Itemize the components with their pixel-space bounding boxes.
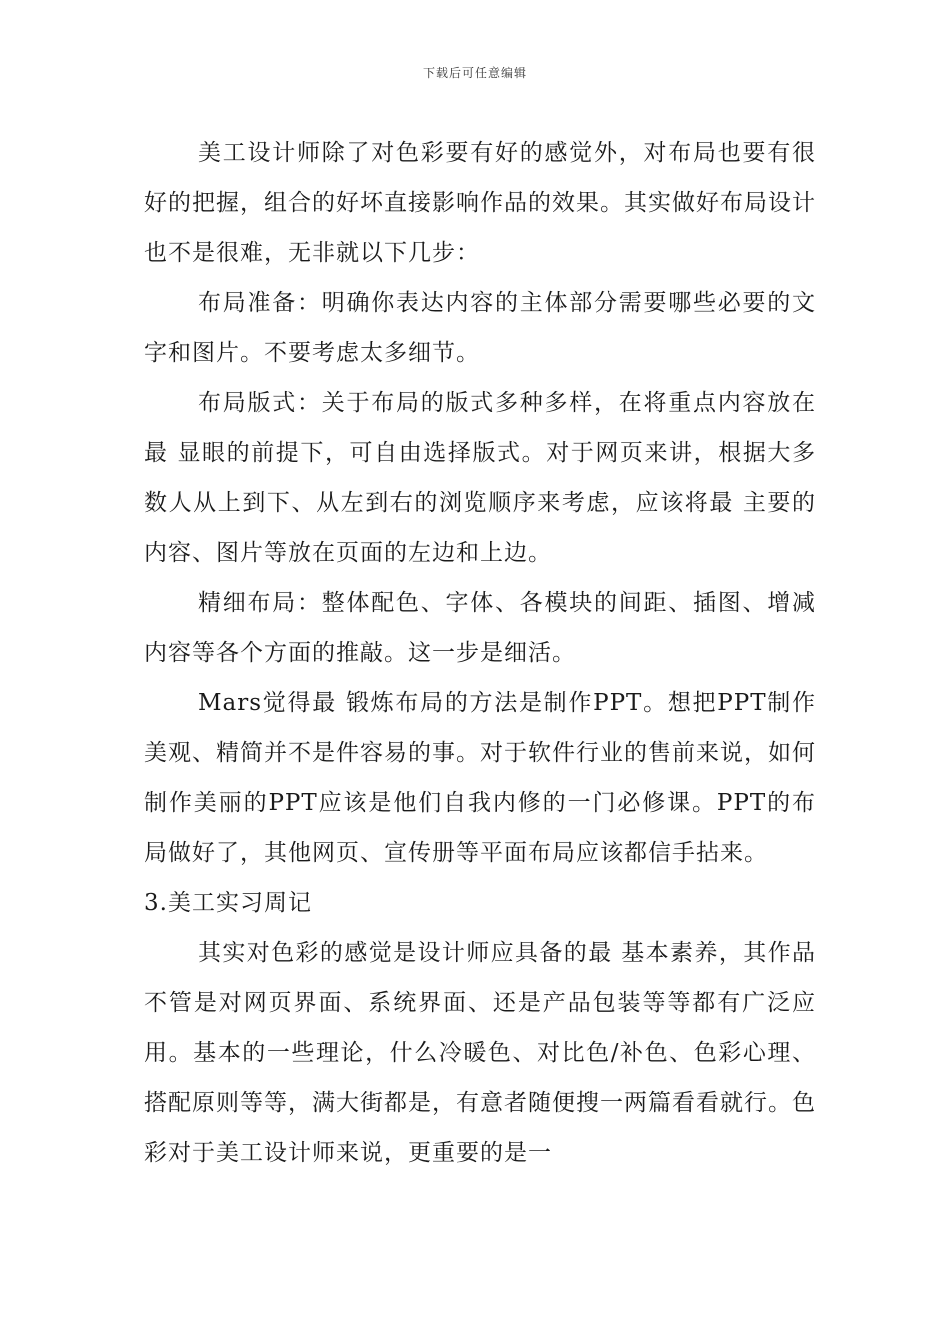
paragraph-ppt-practice: Mars觉得最 锻炼布局的方法是制作PPT。想把PPT制作美观、精简并不是件容易的事。对于软件行业的售前来说，如何制作美丽的PPT应该是他们自我内修的一门必修课。PPT的布局做好了，其他网页、宣传册等平面布局应该都信手拈来。 (144, 690, 816, 866)
paragraph-layout-preparation: 布局准备：明确你表达内容的主体部分需要哪些必要的文字和图片。不要考虑太多细节。 (144, 290, 816, 366)
document-body (144, 128, 816, 1178)
section-heading: 3.美工实习周记 (144, 890, 312, 916)
page-header-note: 下载后可任意编辑 (422, 66, 527, 80)
paragraph-fine-layout: 精细布局：整体配色、字体、各模块的间距、插图、增减内容等各个方面的推敲。这一步是细活。 (144, 590, 816, 666)
paragraph-intro: 美工设计师除了对色彩要有好的感觉外，对布局也要有很好的把握，组合的好坏直接影响作品的效果。其实做好布局设计也不是很难，无非就以下几步： (144, 140, 816, 266)
paragraph-color-sense: 其实对色彩的感觉是设计师应具备的最 基本素养，其作品不管是对网页界面、系统界面、还是产品包装等等都有广泛应用。基本的一些理论，什么冷暖色、对比色/补色、色彩心理、搭配原则等等，满大街都是，有意者随便搜一两篇看看就行。色彩对于美工设计师来说，更重要的是一 (144, 940, 816, 1166)
paragraph-layout-format: 布局版式：关于布局的版式多种多样，在将重点内容放在最 显眼的前提下，可自由选择版式。对于网页来讲，根据大多数人从上到下、从左到右的浏览顺序来考虑，应该将最 主要的内容、图片等放在页面的左边和上边。 (144, 390, 816, 566)
